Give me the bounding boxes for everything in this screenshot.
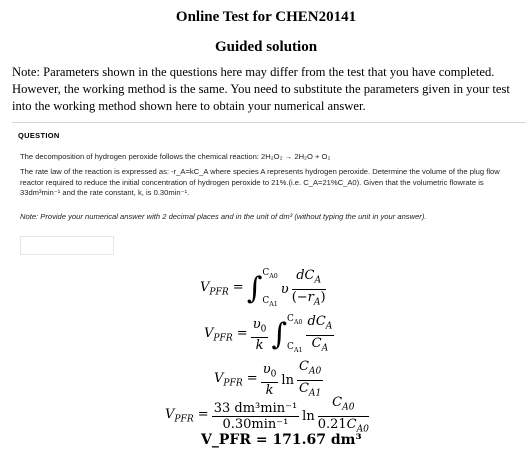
rate-constant-value: 0.30min⁻¹: [222, 416, 289, 432]
page-subtitle: Guided solution: [214, 39, 318, 55]
question-paragraph-1: The decomposition of hydrogen peroxide follows the chemical reaction: 2H₂O₂ → 2H₂O + O₂: [20, 152, 331, 161]
question-instruction: Note: Provide your numerical answer with 2 decimal places and in the unit of dm³ (without typing the unit in your answer).: [20, 212, 427, 221]
note-paragraph: Note: Parameters shown in the questions here may differ from the test that you have completed. However, the working method is the same. You need to substitute the parameters given in your test into the working method shown here to obtain your numerical answer.: [12, 65, 510, 113]
flowrate-value: 33 dm³min⁻¹: [213, 400, 298, 416]
equation-1: $V_{PFR}$ = ∫ $C_{A0}$ $C_{A1}$ υ $\frac{dC_A}{(-r_A)}$: [200, 268, 326, 308]
equation-3: $V_{PFR}$ = $\frac{\upsilon_0}{k}$ ln $\frac{C_{A0}}{C_{A1}}$: [214, 359, 322, 399]
equation-4: $V_{PFR}$ = $\frac{\text{33 dm³min⁻¹}}{\text{0.30min⁻¹}}$ ln $\frac{C_{A0}}{0.21C_{A0}}$: [165, 395, 369, 435]
page-title: Online Test for CHEN20141: [175, 9, 357, 25]
answer-input[interactable]: [20, 236, 114, 255]
question-heading: QUESTION: [18, 131, 60, 140]
question-paragraph-2: The rate law of the reaction is expressed as: -r_A=kC_A where species A represents hydrogen peroxide. Determine the volume of the plug flow reactor required to reduce the initial concentration of hydrogen peroxide to 21%.(i.e. C_A=21%C_A0). Given that the volumetric flowrate is 33dm³min⁻¹ and the rate constant, k, is 0.30min⁻¹.: [20, 167, 500, 198]
final-answer: V_PFR = 171.67 dm³: [201, 432, 362, 448]
equation-2: $V_{PFR}$ = $\frac{\upsilon_0}{k}$ ∫ $C_{A0}$ $C_{A1}$ $\frac{dC_A}{C_A}$: [204, 314, 333, 354]
